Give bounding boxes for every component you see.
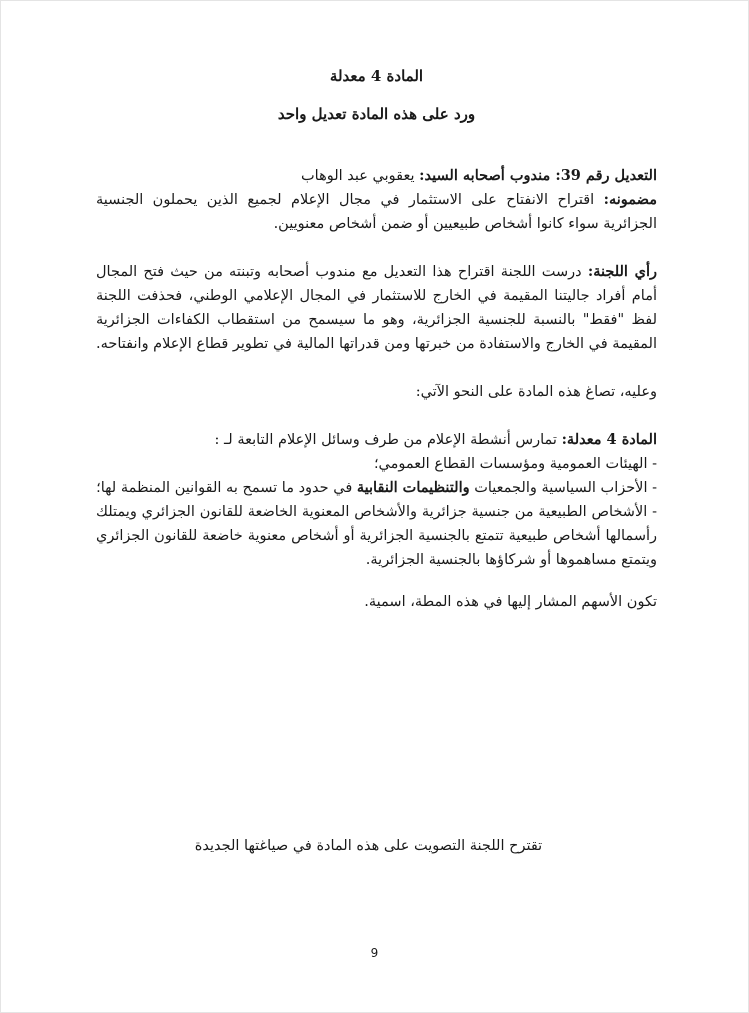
article-lead	[96, 428, 657, 452]
item2-bold: والتنظيمات النقابية	[356, 479, 470, 496]
content-text: اقتراح الانفتاح على الاستثمار في مجال الإعلام لجميع الذين يحملون الجنسية الجزائرية سواء كانوا أشخاص طبيعيين أو ضمن أشخاص معنويين.	[96, 192, 657, 232]
amendment-content	[96, 188, 657, 236]
article-label: المادة 4 معدلة:	[561, 431, 657, 448]
article-closing: تكون الأسهم المشار إليها في هذه المطة، اسمية.	[364, 594, 657, 610]
amendment-label: التعديل رقم 39: مندوب أصحابه السيد:	[419, 167, 657, 184]
opinion-label: رأي اللجنة:	[587, 263, 657, 280]
drafting-intro: وعليه، تصاغ هذه المادة على النحو الآتي:	[415, 384, 657, 400]
article-item-3: - الأشخاص الطبيعية من جنسية جزائرية والأشخاص المعنوية الخاضعة للقانون الجزائري ويمتلك رأسمالها أشخاص طبيعية تتمتع بالجنسية الجزائرية أو أشخاص معنوية خاضعة للقانون الجزائري ويتمتع مساهموها أو شركاؤها بالجنسية الجزائرية.	[96, 504, 657, 568]
article-lead-text: تمارس أنشطة الإعلام من طرف وسائل الإعلام التابعة لـ :	[214, 432, 562, 448]
committee-proposal: تقترح اللجنة التصويت على هذه المادة في صياغتها الجديدة	[194, 838, 543, 854]
item2-after: في حدود ما تسمح به القوانين المنظمة لها؛	[96, 480, 357, 496]
amendment-author: يعقوبي عبد الوهاب	[301, 168, 420, 184]
page-number: 9	[370, 946, 379, 960]
article-item-2	[96, 476, 657, 500]
document-body	[96, 60, 657, 614]
article-subtitle: ورد على هذه المادة تعديل واحد	[277, 105, 476, 123]
article-item-1: - الهيئات العمومية ومؤسسات القطاع العمومي؛	[373, 456, 657, 472]
committee-opinion	[96, 260, 657, 356]
item2-before: - الأحزاب السياسية والجمعيات	[469, 480, 657, 496]
amendment-line	[96, 164, 657, 188]
content-label: مضمونه:	[603, 191, 657, 208]
article-heading: المادة 4 معدلة	[329, 67, 424, 85]
opinion-text: درست اللجنة اقتراح هذا التعديل مع مندوب أصحابه وتبنته من حيث فتح المجال أمام أفراد جاليتنا المقيمة في الخارج للاستثمار في المجال الإعلامي الوطني، فحذفت اللجنة لفظ "فقط" بالنسبة للجنسية الجزائرية، وهو ما سيسمح من استقطاب الكفاءات الجزائرية المقيمة في الخارج والاستفادة من خبرتها ومن قدراتها المالية في تطوير قطاع الإعلام وانفتاحه.	[96, 264, 657, 352]
